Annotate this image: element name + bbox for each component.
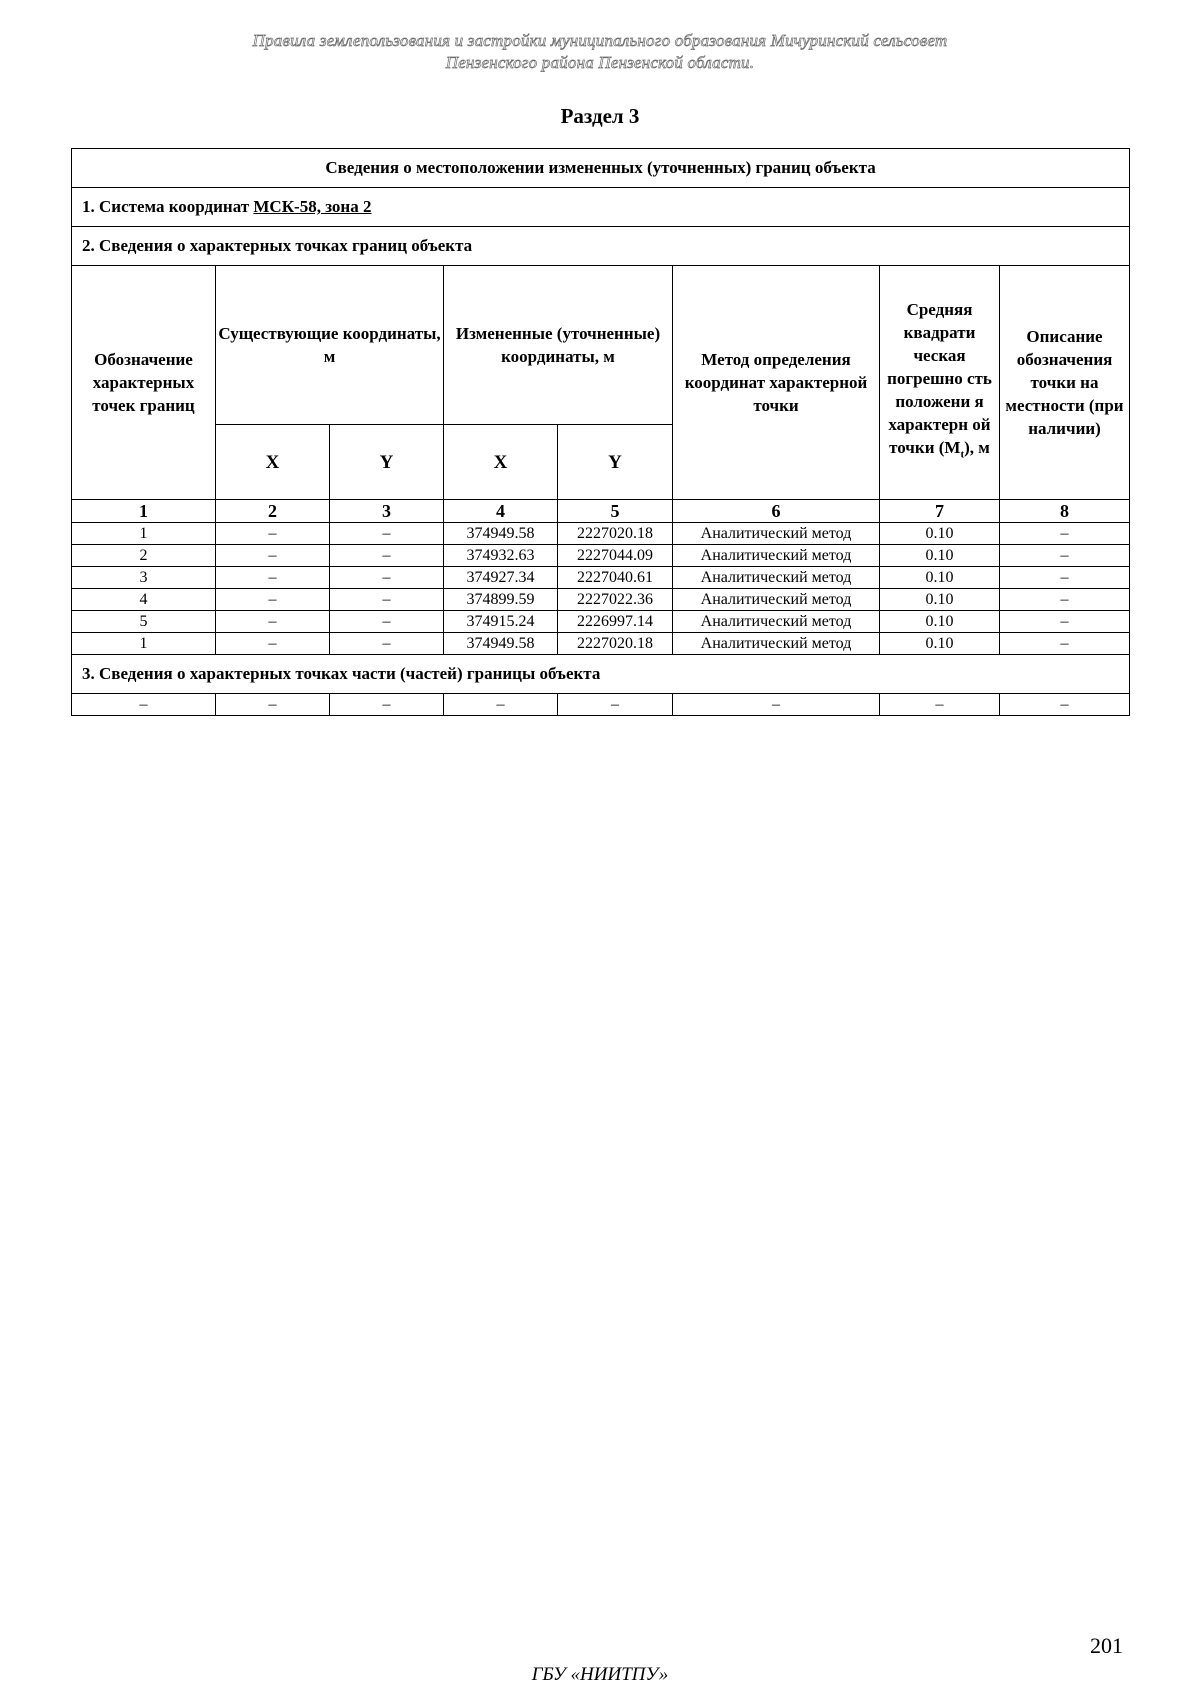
cell-mean-error: – <box>880 694 1000 716</box>
cell-method: Аналитический метод <box>673 545 880 567</box>
cell-description: – <box>1000 633 1130 655</box>
header-changed-y: Y <box>558 425 673 500</box>
cell-mean-error: 0.10 <box>880 523 1000 545</box>
column-number: 2 <box>216 500 330 523</box>
table-row <box>72 633 1130 655</box>
part-heading: 3. Сведения о характерных точках части (частей) границы объекта <box>72 655 1130 694</box>
cell-description: – <box>1000 523 1130 545</box>
coord-system-row <box>72 188 1130 227</box>
cell-description: – <box>1000 611 1130 633</box>
cell-description: – <box>1000 589 1130 611</box>
cell-existing-y: – <box>330 545 444 567</box>
running-header <box>150 30 1050 74</box>
cell-mean-error: 0.10 <box>880 589 1000 611</box>
cell-mean-error: 0.10 <box>880 611 1000 633</box>
cell-point: 1 <box>72 633 216 655</box>
column-number: 7 <box>880 500 1000 523</box>
cell-point: 1 <box>72 523 216 545</box>
cell-changed-x: 374949.58 <box>444 633 558 655</box>
part-heading-row <box>72 655 1130 694</box>
cell-changed-x: 374915.24 <box>444 611 558 633</box>
cell-method: Аналитический метод <box>673 523 880 545</box>
header-row <box>72 266 1130 425</box>
column-number: 8 <box>1000 500 1130 523</box>
cell-method: Аналитический метод <box>673 567 880 589</box>
running-header-line2: Пензенского района Пензенской области. <box>445 53 755 72</box>
header-description: Описание обозначения точки на местности (при наличии) <box>1000 266 1130 500</box>
header-changed-coords: Измененные (уточненные) координаты, м <box>444 266 673 425</box>
cell-existing-y: – <box>330 694 444 716</box>
cell-point: 3 <box>72 567 216 589</box>
cell-existing-y: – <box>330 523 444 545</box>
cell-changed-x: 374932.63 <box>444 545 558 567</box>
cell-mean-error: 0.10 <box>880 567 1000 589</box>
cell-point: 5 <box>72 611 216 633</box>
cell-existing-x: – <box>216 589 330 611</box>
header-existing-x: X <box>216 425 330 500</box>
cell-existing-y: – <box>330 567 444 589</box>
cell-method: Аналитический метод <box>673 633 880 655</box>
cell-changed-x: 374949.58 <box>444 523 558 545</box>
header-method: Метод определения координат характерной точки <box>673 266 880 500</box>
cell-changed-y: 2227020.18 <box>558 523 673 545</box>
running-header-line1: Правила землепользования и застройки муниципального образования Мичуринский сельсовет <box>252 31 948 50</box>
cell-description: – <box>1000 567 1130 589</box>
table-title-row <box>72 149 1130 188</box>
cell-description: – <box>1000 545 1130 567</box>
cell-point: 2 <box>72 545 216 567</box>
cell-description: – <box>1000 694 1130 716</box>
points-heading-row <box>72 227 1130 266</box>
cell-changed-y: 2227044.09 <box>558 545 673 567</box>
column-number: 4 <box>444 500 558 523</box>
cell-method: Аналитический метод <box>673 589 880 611</box>
coord-system-label: 1. Система координат <box>82 197 254 216</box>
cell-changed-x: – <box>444 694 558 716</box>
column-number: 5 <box>558 500 673 523</box>
header-existing-y: Y <box>330 425 444 500</box>
cell-existing-x: – <box>216 633 330 655</box>
header-point-designation: Обозначение характерных точек границ <box>72 266 216 500</box>
footer-organization: ГБУ «НИИТПУ» <box>531 1664 669 1685</box>
cell-changed-y: – <box>558 694 673 716</box>
table-row <box>72 545 1130 567</box>
page-number: 201 <box>1090 1633 1123 1658</box>
cell-mean-error: 0.10 <box>880 633 1000 655</box>
column-number: 3 <box>330 500 444 523</box>
coord-system-cell <box>72 188 1130 227</box>
table-row <box>72 523 1130 545</box>
cell-changed-y: 2226997.14 <box>558 611 673 633</box>
table-row <box>72 611 1130 633</box>
cell-existing-x: – <box>216 567 330 589</box>
coord-system-value: МСК-58, зона 2 <box>253 197 372 216</box>
cell-point: 4 <box>72 589 216 611</box>
cell-point: – <box>72 694 216 716</box>
header-mean-error: Средняя квадрати ческая погрешно сть положени я характерн ой точки $(М_t)$, м <box>880 266 1000 500</box>
table-row <box>72 589 1130 611</box>
table-row <box>72 694 1130 716</box>
cell-changed-x: 374927.34 <box>444 567 558 589</box>
cell-existing-x: – <box>216 611 330 633</box>
cell-existing-x: – <box>216 545 330 567</box>
cell-changed-y: 2227040.61 <box>558 567 673 589</box>
cell-method: Аналитический метод <box>673 611 880 633</box>
table-row <box>72 567 1130 589</box>
header-changed-x: X <box>444 425 558 500</box>
boundary-table <box>71 148 1130 716</box>
cell-existing-y: – <box>330 633 444 655</box>
cell-changed-y: 2227020.18 <box>558 633 673 655</box>
cell-existing-x: – <box>216 694 330 716</box>
section-title: Раздел 3 <box>560 104 640 128</box>
cell-changed-y: 2227022.36 <box>558 589 673 611</box>
cell-existing-y: – <box>330 589 444 611</box>
column-number: 6 <box>673 500 880 523</box>
cell-changed-x: 374899.59 <box>444 589 558 611</box>
cell-existing-y: – <box>330 611 444 633</box>
column-numbers-row <box>72 500 1130 523</box>
cell-mean-error: 0.10 <box>880 545 1000 567</box>
column-number: 1 <box>72 500 216 523</box>
cell-method: – <box>673 694 880 716</box>
cell-existing-x: – <box>216 523 330 545</box>
table-title: Сведения о местоположении измененных (уточненных) границ объекта <box>72 149 1130 188</box>
header-existing-coords: Существующие координаты, м <box>216 266 444 425</box>
points-heading: 2. Сведения о характерных точках границ объекта <box>72 227 1130 266</box>
